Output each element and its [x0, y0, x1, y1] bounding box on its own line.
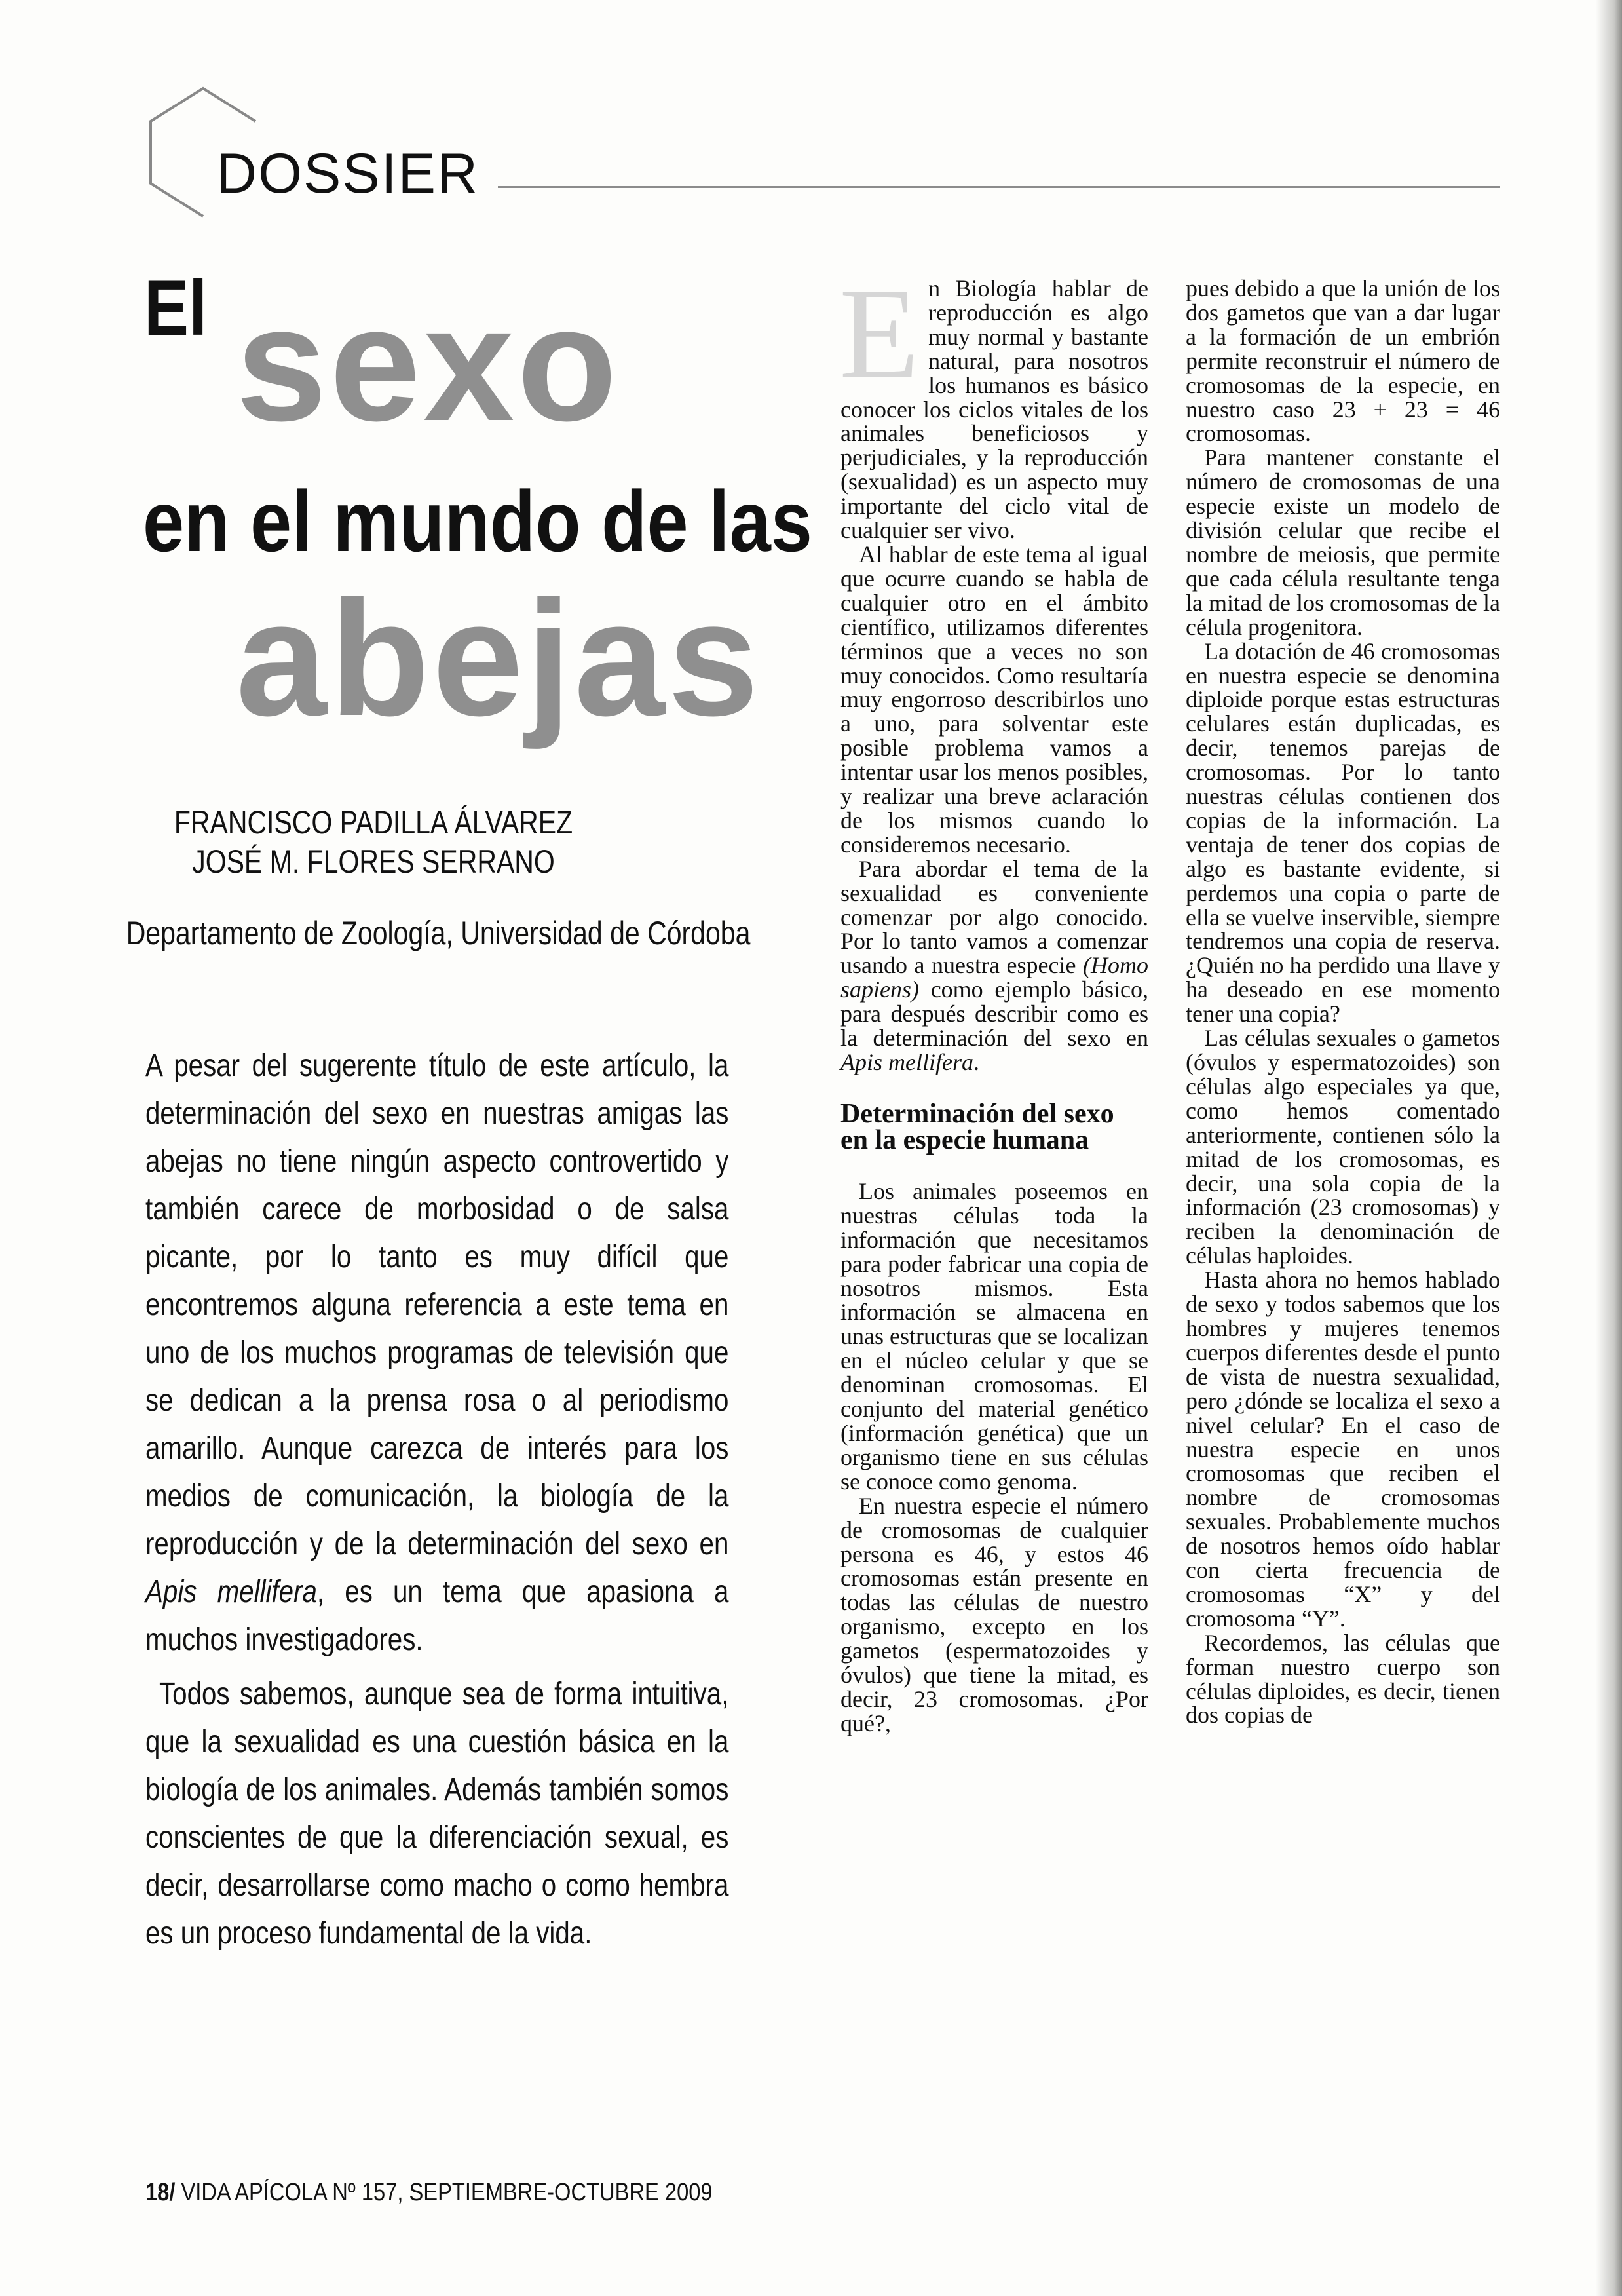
scan-edge-shadow: [1596, 0, 1622, 2296]
title-el: El: [144, 264, 208, 352]
page-footer: [145, 2179, 713, 2207]
author-name: JOSÉ M. FLORES SERRANO: [192, 843, 555, 880]
section-label: DOSSIER: [216, 142, 480, 205]
title-mundo: en el mundo de las: [143, 473, 812, 569]
body-paragraph: En Biología hablar de reproducción es algo muy normal y bastante natural, para nosotros los humanos es básico conocer los ciclos vitales de los animales beneficiosos y perjudiciales, y la reproducción (sexualidad) es un aspecto muy importante del ciclo vital de cualquier ser vivo.: [839, 261, 1148, 544]
drop-cap: E: [839, 261, 920, 406]
body-paragraph: La dotación de 46 cromosomas en nuestra especie se denomina diploide porque estas estructuras celulares están duplicadas, es decir, tenemos parejas de cromosomas. Por lo tanto nuestras células contienen dos copias de la información. La ventaja de tener dos copias de algo es bastante evidente, si perdemos una copia o parte de ella se vuelve inservible, siempre tendremos una copia de reserva. ¿Quién no ha perdido una llave y ha deseado en ese momento tener una copia?: [1186, 638, 1500, 1027]
body-paragraph: En nuestra especie el número de cromosomas de cualquier persona es 46, y estos 46 cromosomas están presente en todas las células de nuestro organismo, excepto en los gametos (espermatozoides y óvulos) que tiene la mitad, es decir, 23 cromosomas. ¿Por qué?,: [840, 1492, 1148, 1736]
body-paragraph: Para mantener constante el número de cromosomas de una especie existe un modelo de división celular que recibe el nombre de meiosis, que permite que cada célula resultante tenga la mitad de los cromosomas de la célula progenitora.: [1186, 444, 1500, 640]
section-rule: [498, 186, 1500, 188]
body-paragraph: Hasta ahora no hemos hablado de sexo y todos sabemos que los hombres y mujeres tenemos cuerpos diferentes desde el punto de vista de nuestra sexualidad, pero ¿dónde se localiza el sexo a nivel celular? En el caso de nuestra especie en unos cromosomas que reciben el nombre de cromosomas sexuales. Probablemente muchos de nosotros hemos oído hablar con cierta frecuencia de cromosomas “X” y del cromosoma “Y”.: [1186, 1267, 1500, 1632]
affiliation: Departamento de Zoología, Universidad de Córdoba: [126, 915, 751, 951]
author-name: FRANCISCO PADILLA ÁLVAREZ: [174, 804, 573, 841]
section-subheading: Determinación del sexo en la especie humana: [840, 1098, 1114, 1155]
publication-info: VIDA APÍCOLA Nº 157, SEPTIEMBRE-OCTUBRE 2009: [175, 2179, 713, 2206]
title-sexo: sexo: [236, 272, 620, 455]
body-paragraph: pues debido a que la unión de los dos gametos que van a dar lugar a la formación de un embrión permite reconstruir el número de cromosomas de la especie, en nuestro caso 23 + 23 = 46 cromosomas.: [1186, 275, 1500, 447]
body-paragraph: Los animales poseemos en nuestras células toda la información que necesitamos para poder fabricar una copia de nosotros mismos. Esta información se almacena en unas estructuras que se localizan en el núcleo celular y que se denominan cromosomas. El conjunto del material genético (información genética) que un organismo tiene en sus células se conoce como genoma.: [840, 1177, 1148, 1495]
body-paragraph: Recordemos, las células que forman nuestro cuerpo son células diploides, es decir, tienen dos copias de: [1186, 1629, 1500, 1729]
body-paragraph: Al hablar de este tema al igual que ocurre cuando se habla de cualquier otro en el ámbito científico, utilizamos diferentes términos que a veces no son muy conocidos. Como resultaría muy engorroso describirlos uno a uno, para solventar este posible problema vamos a intentar usar los menos posibles, y realizar una breve aclaración de los mismos cuando lo consideremos necesario.: [840, 541, 1148, 858]
page-number: 18/: [145, 2179, 176, 2206]
intro-paragraph: Todos sabemos, aunque sea de forma intuitiva, que la sexualidad es una cuestión básica en la biología de los animales. Además también somos conscientes de que la diferenciación sexual, es decir, desarrollarse como macho o como hembra es un proceso fundamental de la vida.: [145, 1677, 729, 1951]
authors: [148, 803, 599, 881]
body-column-2: [1186, 277, 1500, 1727]
body-column-1: [839, 261, 1148, 1736]
body-paragraph: Para abordar el tema de la sexualidad es conveniente comenzar por algo conocido. Por lo tanto vamos a comenzar usando a nuestra especie (Homo sapiens) como ejemplo básico, para después describir como es la determinación del sexo en Apis mellifera.: [840, 855, 1148, 1075]
body-paragraph: Las células sexuales o gametos (óvulos y espermatozoides) son células algo especiales ya que, como hemos comentado anteriormente, contienen sólo la mitad de los cromosomas, es decir, una sola copia de la información (23 cromosomas) y reciben la denominación de células haploides.: [1186, 1025, 1500, 1269]
title-abejas: abejas: [236, 567, 762, 750]
intro-paragraph: A pesar del sugerente título de este artículo, la determinación del sexo en nuestras amigas las abejas no tiene ningún aspecto controvertido y también carece de morbosidad o de salsa picante, por lo tanto es muy difícil que encontremos alguna referencia a este tema en uno de los muchos programas de televisión que se dedican a la prensa rosa o al periodismo amarillo. Aunque carezca de interés para los medios de comunicación, la biología de la reproducción y de la determinación del sexo en Apis mellifera, es un tema que apasiona a muchos investigadores.: [145, 1048, 729, 1657]
intro-text: [145, 1042, 728, 1964]
